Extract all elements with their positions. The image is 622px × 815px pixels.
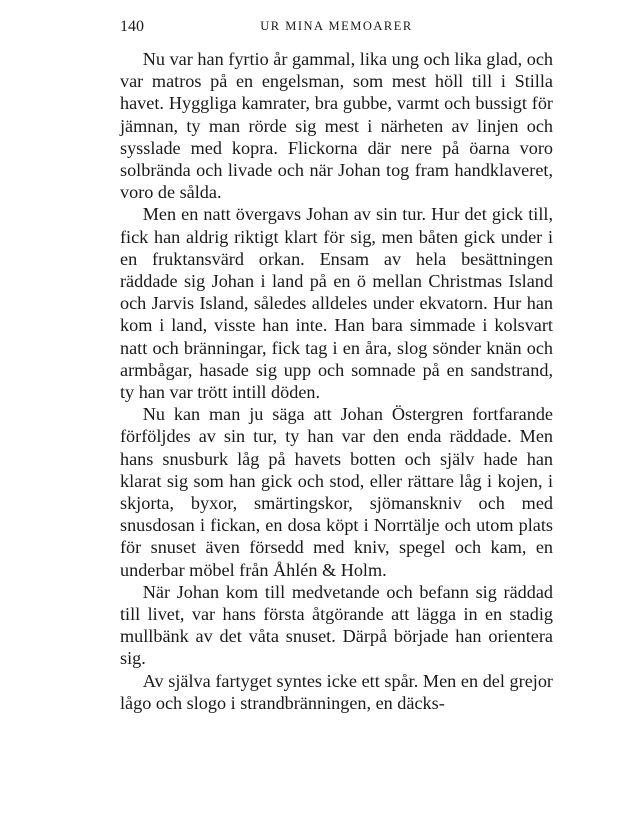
paragraph-2: Men en natt övergavs Johan av sin tur. Hur det gick till, fick han aldrig riktigt klart för sig, men båten gick under i en fruktansvärd orkan. Ensam av hela besättningen räddade sig Johan i land på en ö mellan Christmas Island och Jarvis Island, således alldeles under ekvatorn. Hur han kom i land, visste han inte. Han bara simmade i kolsvart natt och bränningar, fick tag i en åra, slog sönder knän och armbågar, hasade sig upp och somnade på en sandstrand, ty han var trött intill döden. bbox=[120, 204, 553, 403]
page-number: 140 bbox=[120, 18, 144, 35]
running-head bbox=[120, 14, 553, 38]
paragraph-1: Nu var han fyrtio år gammal, lika ung och lika glad, och var matros på en engelsman, som mest höll till i Stilla havet. Hyggliga kamrater, bra gubbe, varmt och bussigt för jämnan, ty man rörde sig mest i närheten av linjen och sysslade med kopra. Flickorna där nere på öarna voro solbrända och livade och när Johan tog fram handklaveret, voro de sålda. bbox=[120, 49, 553, 203]
body-text bbox=[120, 48, 553, 714]
paragraph-4: När Johan kom till medvetande och befann sig räddad till livet, var hans första åtgörande att lägga in en stadig mullbänk av det våta snuset. Därpå började han orientera sig. bbox=[120, 581, 553, 669]
paragraph-5: Av själva fartyget syntes icke ett spår. Men en del grejor lågo och slogo i strandbränningen, en däcks- bbox=[120, 670, 553, 713]
running-title: UR MINA MEMOARER bbox=[260, 19, 413, 33]
paragraph-3: Nu kan man ju säga att Johan Östergren fortfarande förföljdes av sin tur, ty han var den enda räddade. Men hans snusburk låg på havets botten och själv hade han klarat sig som han gick och stod, eller rättare låg i kojen, i skjorta, byxor, smärtingskor, sjömanskniv och med snusdosan i fickan, en dosa köpt i Norrtälje och utom plats för snuset även försedd med kniv, spegel och kam, en underbar möbel från Åhlén & Holm. bbox=[120, 404, 553, 580]
book-page bbox=[120, 14, 553, 714]
